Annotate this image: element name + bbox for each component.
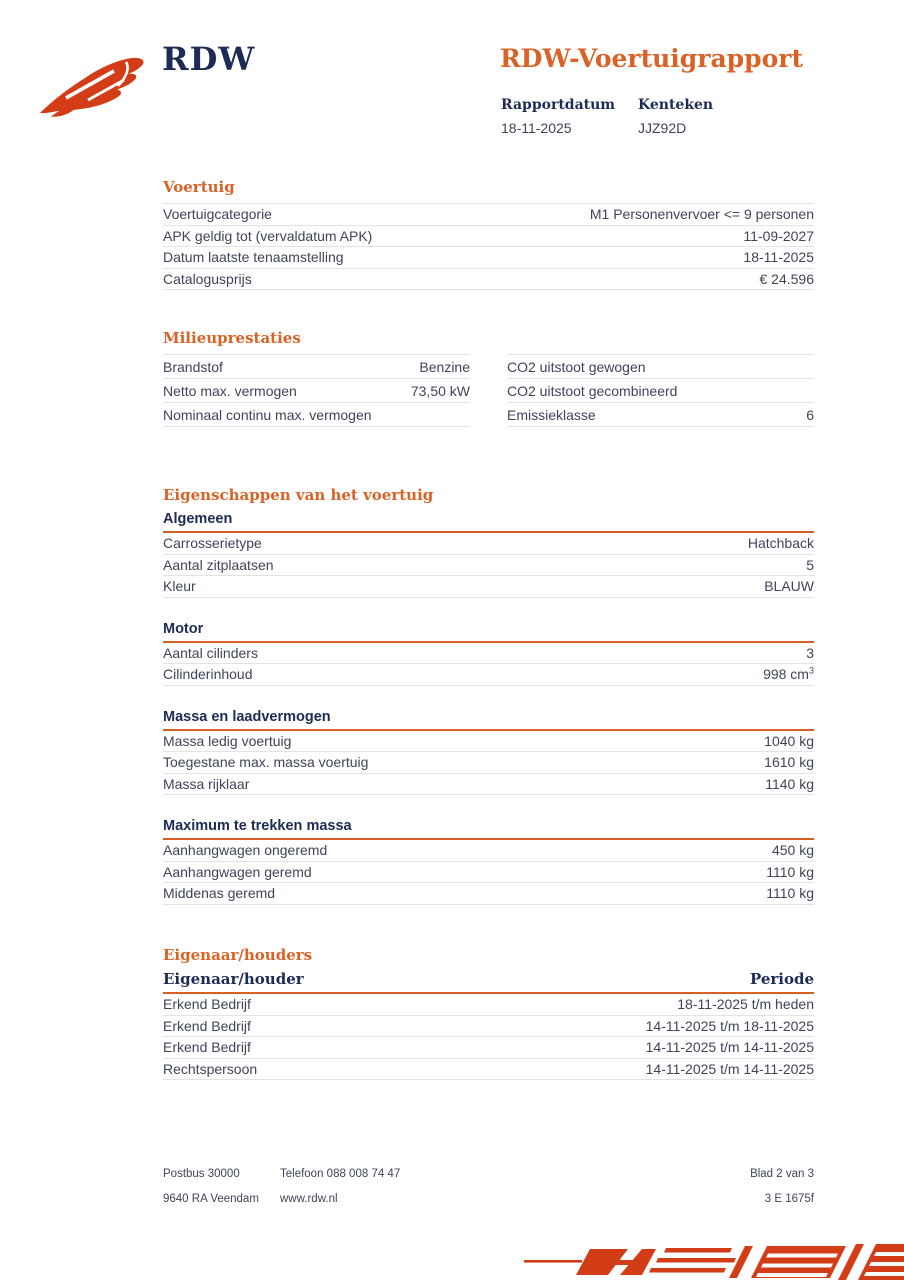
row-value: 3 [806,644,814,661]
row-value: 1040 kg [764,732,814,749]
row-label: Emissieklasse [507,406,596,423]
row-value: 450 kg [771,842,814,859]
row-label: Cilinderinhoud [163,666,253,683]
row-value: 6 [806,406,814,423]
table-row [507,379,814,403]
row-value: 1110 kg [766,885,814,902]
table-row [163,731,814,753]
row-value: 998 $cm^3$ [763,665,814,683]
row-label: Massa ledig voertuig [163,732,292,749]
row-value: BLAUW [764,578,814,595]
table-row [163,355,470,379]
row-value: 18-11-2025 t/m heden [677,996,814,1013]
superscript: 3 [808,665,814,676]
row-label: Middenas geremd [163,885,276,902]
row-label: CO2 uitstoot gecombineerd [507,382,678,399]
row-label: Nominaal continu max. vermogen [163,406,372,423]
table-row [163,994,814,1016]
subsection-algemeen [163,511,814,598]
table-row [507,403,814,427]
row-label: Datum laatste tenaamstelling [163,249,344,266]
section-title: Voertuig [163,178,235,196]
subsection-title: Motor [163,621,814,643]
meta-label: Kenteken [638,97,714,113]
table-row [507,355,814,379]
row-label: Catalogusprijs [163,270,252,287]
table-row [163,752,814,774]
table-row [163,576,814,598]
row-label: Voertuigcategorie [163,206,272,223]
row-value: 14-11-2025 t/m 14-11-2025 [645,1039,814,1056]
row-label: Aantal cilinders [163,644,258,661]
row-value: 1110 kg [766,863,814,880]
section-eigenschappen [163,486,814,905]
section-voertuig [163,178,814,290]
subsection-title: Massa en laadvermogen [163,709,814,731]
footer-address-line2: 9640 RA Veendam [163,1193,259,1205]
row-label: Erkend Bedrijf [163,1017,251,1034]
section-milieuprestaties [163,329,814,427]
row-label: Aanhangwagen ongeremd [163,842,328,859]
owners-table-header [163,970,814,994]
row-value: 73,50 kW [410,382,470,399]
row-label: Aantal zitplaatsen [163,556,274,573]
meta-kenteken [638,97,818,136]
section-title: Eigenschappen van het voertuig [163,486,434,504]
row-label: Erkend Bedrijf [163,1039,251,1056]
meta-value: 18-11-2025 [501,120,572,136]
table-row [163,862,814,884]
section-title: Eigenaar/houders [163,946,313,964]
table-row [163,1059,814,1081]
table-row [163,1037,814,1059]
milieu-left-column [163,354,470,427]
meta-value: JJZ92D [638,120,687,136]
rdw-logo-flame-icon [38,52,150,120]
brand-wordmark: RDW [162,40,256,78]
report-meta [501,97,818,136]
footer-document-code: 3 E 1675f [764,1193,814,1205]
row-value: Hatchback [747,535,814,552]
meta-label: Rapportdatum [501,97,616,113]
row-label: Massa rijklaar [163,775,250,792]
subsection-motor [163,621,814,686]
row-value: € 24.596 [759,270,814,287]
row-label: Carrosserietype [163,535,262,552]
subsection-title: Maximum te trekken massa [163,818,814,840]
table-row [163,204,814,226]
table-row [163,643,814,665]
row-value: 1140 kg [765,775,814,792]
subsection-title: Algemeen [163,511,814,533]
subsection-trekken-massa [163,818,814,905]
row-label: Aanhangwagen geremd [163,863,312,880]
row-label: Netto max. vermogen [163,382,297,399]
column-header-periode: Periode [749,970,814,988]
table-row [163,840,814,862]
row-label: Erkend Bedrijf [163,996,251,1013]
row-value: 14-11-2025 t/m 14-11-2025 [645,1060,814,1077]
table-row [163,226,814,248]
row-value: Benzine [419,358,470,375]
milieu-columns [163,354,814,427]
speed-stripes-graphic [524,1244,904,1280]
row-value: 5 [806,556,814,573]
column-header-eigenaar: Eigenaar/houder [163,970,304,988]
footer-phone: Telefoon 088 008 74 47 [280,1168,401,1180]
footer-address-line1: Postbus 30000 [163,1168,240,1180]
table-row [163,883,814,905]
table-row [163,774,814,796]
row-value: 18-11-2025 [743,249,814,266]
table-row [163,1016,814,1038]
footer-line-1 [163,1168,814,1180]
table-row [163,555,814,577]
footer-line-2 [163,1193,814,1205]
page-title: RDW-Voertuigrapport [500,44,804,73]
row-value: 11-09-2027 [743,227,814,244]
page-footer [163,1168,814,1218]
table-row [163,269,814,291]
footer-website-link[interactable]: www.rdw.nl [280,1193,338,1205]
table-row [163,379,470,403]
table-row [163,664,814,686]
subsection-massa [163,709,814,796]
milieu-right-column [507,354,814,427]
row-label: CO2 uitstoot gewogen [507,358,646,375]
table-row [163,533,814,555]
row-label: Kleur [163,578,196,595]
row-label: Brandstof [163,358,223,375]
row-value: M1 Personenvervoer <= 9 personen [589,206,814,223]
row-label: Rechtspersoon [163,1060,258,1077]
table-row [163,403,470,427]
meta-rapportdatum [501,97,638,136]
footer-page-number: Blad 2 van 3 [750,1168,814,1180]
row-label: APK geldig tot (vervaldatum APK) [163,227,373,244]
section-eigenaar-houders [163,946,814,1080]
table-row [163,247,814,269]
section-title: Milieuprestaties [163,329,301,347]
row-value: 1610 kg [764,754,814,771]
row-label: Toegestane max. massa voertuig [163,754,369,771]
voertuig-rows [163,203,814,290]
row-value: 14-11-2025 t/m 18-11-2025 [645,1017,814,1034]
